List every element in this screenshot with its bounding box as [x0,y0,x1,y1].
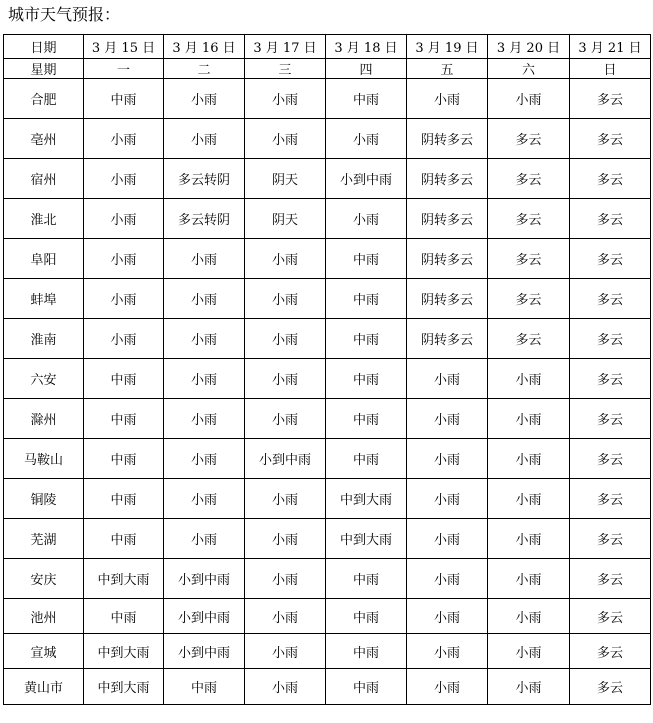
table-row [4,559,651,599]
date-cell: 3 月 19 日 [407,35,488,59]
forecast-cell: 中到大雨 [84,634,164,669]
table-row [4,399,651,439]
forecast-cell: 中到大雨 [326,479,407,519]
forecast-cell: 中雨 [84,79,164,119]
forecast-cell: 中雨 [326,559,407,599]
forecast-cell: 小雨 [488,479,570,519]
city-cell: 安庆 [4,559,84,599]
weekday-header-row [4,59,651,79]
forecast-cell: 小雨 [488,634,570,669]
forecast-cell: 小雨 [488,399,570,439]
forecast-cell: 小雨 [245,119,326,159]
weather-forecast-table [3,34,651,705]
weekday-cell: 三 [245,59,326,79]
forecast-cell: 中雨 [326,399,407,439]
forecast-cell: 多云 [570,669,651,705]
forecast-cell: 中雨 [326,279,407,319]
forecast-cell: 小雨 [164,119,245,159]
date-cell: 3 月 21 日 [570,35,651,59]
table-row [4,279,651,319]
forecast-cell: 小雨 [407,559,488,599]
forecast-cell: 阴转多云 [407,159,488,199]
forecast-cell: 小雨 [407,439,488,479]
weekday-label-cell: 星期 [4,59,84,79]
forecast-cell: 中雨 [84,359,164,399]
forecast-cell: 阴天 [245,159,326,199]
forecast-cell: 小雨 [488,559,570,599]
city-cell: 铜陵 [4,479,84,519]
forecast-cell: 中雨 [326,319,407,359]
page-title: 城市天气预报： [8,5,121,24]
forecast-cell: 中雨 [84,519,164,559]
table-row [4,599,651,634]
forecast-cell: 多云 [488,119,570,159]
forecast-cell: 小到中雨 [245,439,326,479]
forecast-cell: 小雨 [245,319,326,359]
table-row [4,159,651,199]
forecast-cell: 小雨 [407,359,488,399]
forecast-cell: 小到中雨 [164,634,245,669]
forecast-cell: 多云 [488,199,570,239]
forecast-cell: 多云 [488,159,570,199]
forecast-cell: 小雨 [245,359,326,399]
forecast-cell: 小雨 [84,159,164,199]
forecast-cell: 小到中雨 [164,559,245,599]
weekday-cell: 六 [488,59,570,79]
forecast-cell: 多云 [570,279,651,319]
weekday-cell: 日 [570,59,651,79]
table-row [4,239,651,279]
date-label-cell: 日期 [4,35,84,59]
table-row [4,479,651,519]
forecast-cell: 小雨 [407,399,488,439]
forecast-cell: 多云转阴 [164,159,245,199]
forecast-cell: 小雨 [488,669,570,705]
forecast-cell: 小雨 [245,399,326,439]
forecast-cell: 小雨 [84,239,164,279]
city-cell: 阜阳 [4,239,84,279]
date-cell: 3 月 16 日 [164,35,245,59]
table-row [4,79,651,119]
forecast-cell: 中雨 [326,634,407,669]
city-cell: 蚌埠 [4,279,84,319]
forecast-cell: 小雨 [164,439,245,479]
forecast-cell: 多云 [570,439,651,479]
forecast-cell: 小雨 [84,119,164,159]
weekday-cell: 一 [84,59,164,79]
forecast-cell: 多云 [570,119,651,159]
forecast-cell: 阴转多云 [407,319,488,359]
forecast-cell: 小雨 [164,279,245,319]
weekday-cell: 五 [407,59,488,79]
forecast-cell: 多云 [570,319,651,359]
forecast-cell: 小雨 [84,319,164,359]
forecast-cell: 阴转多云 [407,279,488,319]
forecast-cell: 阴转多云 [407,199,488,239]
city-cell: 池州 [4,599,84,634]
city-cell: 黄山市 [4,669,84,705]
forecast-cell: 小雨 [407,599,488,634]
forecast-cell: 小到中雨 [164,599,245,634]
table-row [4,519,651,559]
table-row [4,634,651,669]
forecast-cell: 多云 [570,479,651,519]
forecast-cell: 小雨 [407,479,488,519]
forecast-cell: 中雨 [326,359,407,399]
forecast-cell: 小雨 [164,239,245,279]
forecast-cell: 小雨 [164,399,245,439]
forecast-cell: 小雨 [84,199,164,239]
forecast-cell: 多云 [570,199,651,239]
city-cell: 宿州 [4,159,84,199]
forecast-cell: 小雨 [245,519,326,559]
city-cell: 亳州 [4,119,84,159]
forecast-cell: 小雨 [245,279,326,319]
forecast-cell: 多云 [570,79,651,119]
city-cell: 马鞍山 [4,439,84,479]
weekday-cell: 四 [326,59,407,79]
forecast-cell: 小雨 [164,359,245,399]
weekday-cell: 二 [164,59,245,79]
city-cell: 宣城 [4,634,84,669]
forecast-cell: 多云 [570,399,651,439]
forecast-cell: 多云 [488,319,570,359]
forecast-cell: 中到大雨 [84,669,164,705]
city-cell: 六安 [4,359,84,399]
forecast-cell: 中雨 [326,239,407,279]
forecast-cell: 中雨 [84,399,164,439]
forecast-cell: 中雨 [326,669,407,705]
forecast-cell: 中雨 [326,439,407,479]
forecast-cell: 中雨 [326,599,407,634]
table-row [4,319,651,359]
forecast-cell: 小到中雨 [326,159,407,199]
forecast-cell: 小雨 [245,599,326,634]
forecast-cell: 小雨 [326,199,407,239]
forecast-cell: 多云 [570,159,651,199]
forecast-cell: 多云 [570,359,651,399]
forecast-cell: 小雨 [407,634,488,669]
table-row [4,119,651,159]
forecast-cell: 多云转阴 [164,199,245,239]
forecast-cell: 中雨 [164,669,245,705]
forecast-cell: 小雨 [245,479,326,519]
forecast-cell: 中雨 [84,479,164,519]
forecast-cell: 小雨 [84,279,164,319]
forecast-cell: 小雨 [407,669,488,705]
forecast-cell: 中到大雨 [84,559,164,599]
forecast-cell: 多云 [570,239,651,279]
forecast-cell: 小雨 [488,599,570,634]
forecast-cell: 小雨 [164,479,245,519]
forecast-cell: 小雨 [407,519,488,559]
forecast-cell: 中雨 [84,439,164,479]
city-cell: 芜湖 [4,519,84,559]
forecast-cell: 多云 [570,519,651,559]
forecast-cell: 小雨 [245,634,326,669]
forecast-cell: 小雨 [164,319,245,359]
date-cell: 3 月 20 日 [488,35,570,59]
forecast-cell: 中到大雨 [326,519,407,559]
forecast-cell: 小雨 [488,439,570,479]
table-row [4,439,651,479]
table-row [4,199,651,239]
forecast-cell: 多云 [488,279,570,319]
forecast-cell: 小雨 [326,119,407,159]
forecast-cell: 中雨 [84,599,164,634]
forecast-cell: 多云 [570,634,651,669]
table-row [4,669,651,705]
city-cell: 淮北 [4,199,84,239]
city-cell: 淮南 [4,319,84,359]
forecast-cell: 小雨 [488,79,570,119]
forecast-cell: 阴转多云 [407,119,488,159]
forecast-cell: 阴天 [245,199,326,239]
forecast-cell: 小雨 [245,669,326,705]
forecast-cell: 多云 [570,599,651,634]
forecast-cell: 阴转多云 [407,239,488,279]
date-cell: 3 月 17 日 [245,35,326,59]
date-cell: 3 月 15 日 [84,35,164,59]
city-cell: 合肥 [4,79,84,119]
forecast-cell: 小雨 [164,519,245,559]
forecast-cell: 小雨 [245,79,326,119]
forecast-cell: 小雨 [245,239,326,279]
forecast-cell: 小雨 [488,519,570,559]
forecast-cell: 中雨 [326,79,407,119]
forecast-cell: 小雨 [164,79,245,119]
table-row [4,359,651,399]
forecast-cell: 多云 [570,559,651,599]
date-cell: 3 月 18 日 [326,35,407,59]
forecast-cell: 小雨 [488,359,570,399]
forecast-cell: 多云 [488,239,570,279]
city-cell: 滁州 [4,399,84,439]
date-header-row [4,35,651,59]
forecast-cell: 小雨 [407,79,488,119]
forecast-cell: 小雨 [245,559,326,599]
